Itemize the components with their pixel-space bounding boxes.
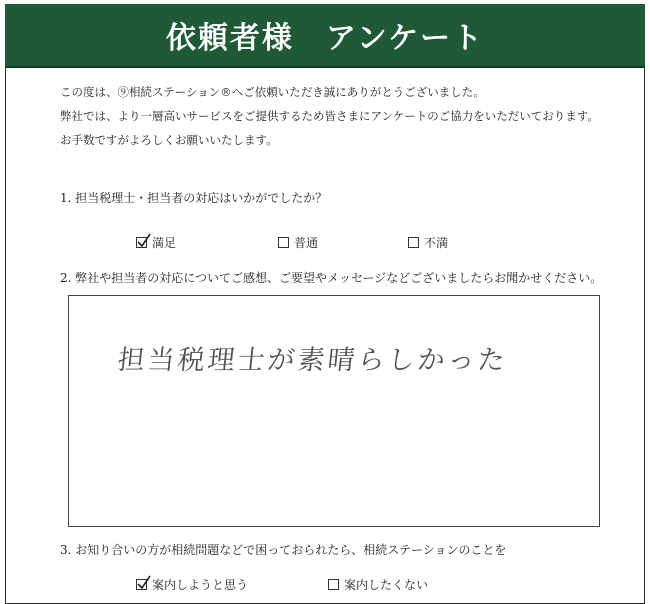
- checkmark-icon: [136, 575, 152, 591]
- question-1-label: 1. 担当税理士・担当者の対応はいかがでしたか？: [60, 191, 328, 205]
- survey-header: [5, 4, 645, 68]
- q3-option-recommend[interactable]: [136, 576, 248, 593]
- intro-line-3: お手数ですがよろしくお願いいたします。: [60, 133, 278, 147]
- checkbox[interactable]: [408, 237, 419, 248]
- q1-option-dissatisfied[interactable]: [408, 234, 448, 251]
- comment-box[interactable]: [68, 295, 600, 527]
- q1-option-normal[interactable]: [278, 234, 318, 251]
- checkbox-checked[interactable]: [136, 237, 147, 248]
- q1-option-label: 不満: [424, 236, 449, 250]
- q1-option-label: 普通: [294, 236, 319, 250]
- handwritten-answer: 担当税理士が素晴らしかった: [116, 345, 510, 376]
- checkmark-icon: [136, 233, 152, 249]
- intro-text: [60, 80, 599, 152]
- survey-title: 依頼者様 アンケート: [165, 21, 485, 56]
- intro-line-2: 弊社では、より一層高いサービスをご提供するため皆さまにアンケートのご協力をいただいております。: [60, 109, 599, 123]
- checkbox[interactable]: [278, 237, 289, 248]
- q3-option-label: 案内したくない: [344, 578, 429, 592]
- checkbox[interactable]: [328, 579, 339, 590]
- q3-option-label: 案内しようと思う: [152, 578, 249, 592]
- q1-option-label: 満足: [152, 236, 177, 250]
- question-3-label: 3. お知り合いの方が相続問題などで困っておられたら、相続ステーションのことを: [60, 543, 507, 557]
- intro-line-1: この度は、⑨相続ステーション®へご依頼いただき誠にありがとうございました。: [60, 85, 485, 99]
- checkbox-checked[interactable]: [136, 579, 147, 590]
- q3-option-not-recommend[interactable]: [328, 576, 428, 593]
- q1-option-satisfied[interactable]: [136, 234, 176, 251]
- question-2-label: 2. 弊社や担当者の対応についてご感想、ご要望やメッセージなどございましたらお聞かせください。: [60, 271, 603, 285]
